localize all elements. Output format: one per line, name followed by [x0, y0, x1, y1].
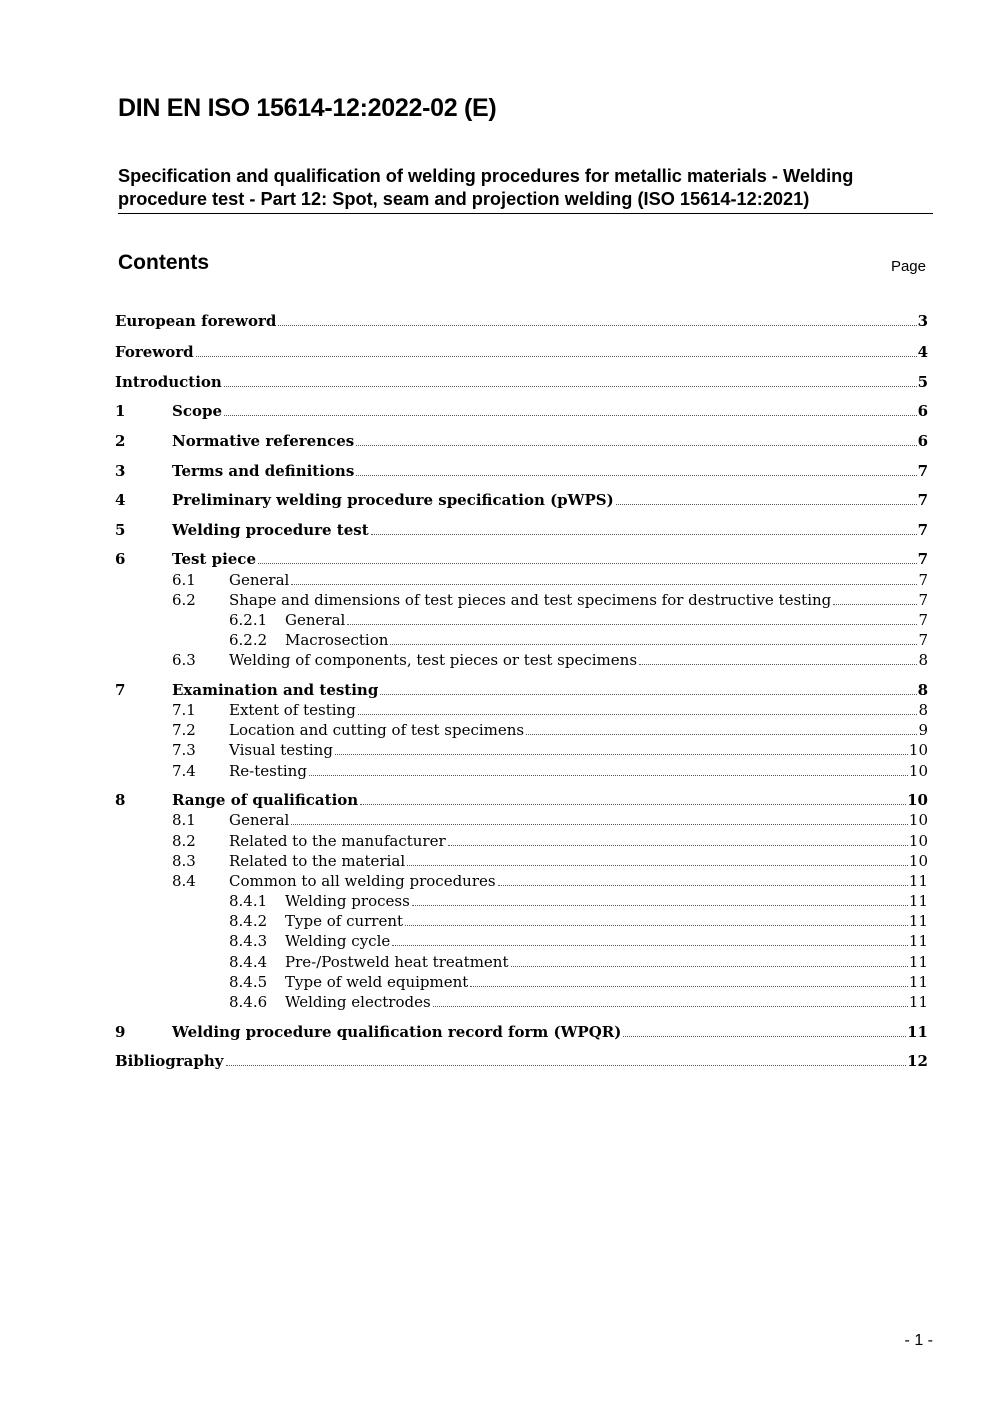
- toc-entry-title: Common to all welding procedures: [229, 872, 496, 890]
- toc-entry[interactable]: [0, 740, 928, 761]
- toc-entry-page: 10: [908, 832, 928, 850]
- toc-leader: [526, 734, 917, 735]
- toc-entry[interactable]: [0, 700, 928, 721]
- toc-entry-page: 7: [918, 611, 928, 629]
- toc-entry[interactable]: [0, 810, 928, 831]
- document-id: DIN EN ISO 15614-12:2022-02 (E): [118, 94, 497, 122]
- toc-entry[interactable]: [0, 570, 928, 591]
- toc-entry-number: 4: [115, 491, 126, 509]
- toc-entry-number: 7.4: [172, 762, 196, 780]
- toc-leader: [358, 714, 918, 715]
- toc-entry[interactable]: [0, 342, 928, 363]
- toc-leader: [498, 885, 908, 886]
- toc-leader: [511, 966, 908, 967]
- toc-entry-page: 9: [918, 721, 928, 739]
- toc-entry-number: 8.4.3: [229, 932, 268, 950]
- toc-entry-title: Test piece: [172, 550, 256, 568]
- toc-leader: [258, 563, 917, 564]
- document-title: Specification and qualification of welding procedures for metallic materials - Welding procedure test - Part 12: Spot, seam and projection welding (ISO 15614-12:2021): [118, 165, 933, 214]
- toc-entry-page: 10: [908, 741, 928, 759]
- toc-entry-page: 7: [918, 571, 928, 589]
- toc-leader: [371, 534, 917, 535]
- toc-leader: [623, 1036, 906, 1037]
- toc-entry-page: 11: [908, 872, 928, 890]
- toc-entry[interactable]: [0, 630, 928, 651]
- toc-entry[interactable]: [0, 1022, 928, 1043]
- toc-entry-title: General: [229, 571, 290, 589]
- toc-entry-page: 3: [917, 312, 928, 330]
- toc-entry-title: Welding procedure test: [172, 521, 369, 539]
- toc-entry-title: Welding procedure qualification record form (WPQR): [172, 1023, 622, 1041]
- toc-entry-page: 7: [918, 591, 928, 609]
- toc-leader: [347, 624, 917, 625]
- toc-entry[interactable]: [0, 972, 928, 993]
- toc-entry-title: Welding of components, test pieces or test specimens: [229, 651, 638, 669]
- toc-entry-number: 6.3: [172, 651, 196, 669]
- toc-entry-title: Shape and dimensions of test pieces and test specimens for destructive testing: [229, 591, 832, 609]
- toc-entry[interactable]: [0, 761, 928, 782]
- toc-entry-page: 4: [917, 343, 928, 361]
- toc-entry-title: Welding cycle: [285, 932, 391, 950]
- toc-entry[interactable]: [0, 1051, 928, 1072]
- toc-entry-number: 8.2: [172, 832, 196, 850]
- toc-entry[interactable]: [0, 952, 928, 973]
- toc-entry-number: 1: [115, 402, 126, 420]
- toc-entry-title: Macrosection: [285, 631, 389, 649]
- toc-leader: [448, 845, 908, 846]
- toc-entry[interactable]: [0, 401, 928, 422]
- toc-entry[interactable]: [0, 871, 928, 892]
- contents-heading: Contents: [118, 251, 209, 274]
- toc-leader: [380, 694, 916, 695]
- toc-leader: [356, 475, 916, 476]
- toc-entry-page: 8: [918, 651, 928, 669]
- toc-entry-title: Bibliography: [115, 1052, 224, 1070]
- toc-entry-page: 11: [908, 973, 928, 991]
- toc-entry-number: 8.4.2: [229, 912, 268, 930]
- toc-entry[interactable]: [0, 911, 928, 932]
- toc-leader: [291, 824, 908, 825]
- toc-entry[interactable]: [0, 720, 928, 741]
- toc-entry-number: 5: [115, 521, 126, 539]
- toc-entry-title: Welding electrodes: [285, 993, 431, 1011]
- toc-entry[interactable]: [0, 610, 928, 631]
- toc-entry-page: 10: [908, 852, 928, 870]
- toc-entry-page: 11: [908, 953, 928, 971]
- toc-entry-page: 7: [917, 462, 928, 480]
- toc-leader: [309, 775, 908, 776]
- toc-entry-title: Preliminary welding procedure specification (pWPS): [172, 491, 614, 509]
- toc-entry-title: European foreword: [115, 312, 277, 330]
- toc-entry-title: Related to the manufacturer: [229, 832, 446, 850]
- toc-entry-number: 8.4.6: [229, 993, 268, 1011]
- toc-leader: [405, 925, 908, 926]
- toc-leader: [412, 905, 908, 906]
- toc-leader: [616, 504, 917, 505]
- toc-entry[interactable]: [0, 851, 928, 872]
- toc-leader: [278, 325, 916, 326]
- toc-entry-number: 6.1: [172, 571, 196, 589]
- toc-leader: [833, 604, 917, 605]
- toc-entry-title: Introduction: [115, 373, 222, 391]
- toc-leader: [224, 386, 917, 387]
- toc-entry-page: 11: [908, 912, 928, 930]
- toc-leader: [390, 644, 917, 645]
- toc-entry[interactable]: [0, 490, 928, 511]
- toc-leader: [407, 865, 908, 866]
- toc-entry-number: 8.4.1: [229, 892, 268, 910]
- toc-entry-page: 11: [908, 993, 928, 1011]
- toc-entry-number: 8.4: [172, 872, 196, 890]
- toc-leader: [335, 754, 908, 755]
- toc-entry-number: 2: [115, 432, 126, 450]
- toc-entry-title: Re-testing: [229, 762, 307, 780]
- toc-entry-number: 3: [115, 462, 126, 480]
- toc-entry-number: 6.2: [172, 591, 196, 609]
- toc-entry[interactable]: [0, 992, 928, 1013]
- toc-entry[interactable]: [0, 311, 928, 332]
- toc-leader: [433, 1006, 908, 1007]
- toc-entry-title: Pre-/Postweld heat treatment: [285, 953, 509, 971]
- toc-entry-title: General: [285, 611, 346, 629]
- toc-entry[interactable]: [0, 931, 928, 952]
- toc-entry-number: 7.2: [172, 721, 196, 739]
- toc-entry-page: 11: [907, 1023, 928, 1041]
- toc-entry-number: 7.1: [172, 701, 196, 719]
- toc-leader: [392, 945, 908, 946]
- toc-leader: [639, 664, 917, 665]
- toc-entry-title: Examination and testing: [172, 681, 379, 699]
- toc-entry[interactable]: [0, 520, 928, 541]
- toc-entry-page: 7: [918, 631, 928, 649]
- toc-entry-number: 9: [115, 1023, 126, 1041]
- toc-entry-title: Foreword: [115, 343, 194, 361]
- toc-entry-title: Terms and definitions: [172, 462, 355, 480]
- toc-entry[interactable]: [0, 650, 928, 671]
- toc-entry-page: 8: [917, 681, 928, 699]
- toc-entry-page: 8: [918, 701, 928, 719]
- toc-entry-page: 7: [917, 521, 928, 539]
- toc-entry-number: 8.4.5: [229, 973, 268, 991]
- toc-entry-title: Location and cutting of test specimens: [229, 721, 525, 739]
- toc-leader: [226, 1065, 907, 1066]
- toc-entry-title: General: [229, 811, 290, 829]
- toc-entry-page: 6: [917, 432, 928, 450]
- toc-entry-number: 8.4.4: [229, 953, 268, 971]
- toc-entry[interactable]: [0, 372, 928, 393]
- toc-entry-number: 6.2.1: [229, 611, 268, 629]
- toc-entry-title: Range of qualification: [172, 791, 359, 809]
- toc-leader: [470, 986, 908, 987]
- toc-entry[interactable]: [0, 590, 928, 611]
- toc-entry-page: 10: [908, 762, 928, 780]
- toc-leader: [291, 584, 917, 585]
- toc-leader: [196, 356, 917, 357]
- toc-entry-page: 11: [908, 892, 928, 910]
- toc-leader: [360, 804, 906, 805]
- toc-entry-title: Extent of testing: [229, 701, 356, 719]
- toc-entry-number: 8.1: [172, 811, 196, 829]
- toc-entry-title: Type of current: [285, 912, 404, 930]
- page-number: - 1 -: [904, 1332, 933, 1349]
- toc-entry-title: Welding process: [285, 892, 410, 910]
- toc-entry-page: 7: [917, 550, 928, 568]
- toc-entry-number: 6: [115, 550, 126, 568]
- toc-entry[interactable]: [0, 431, 928, 452]
- toc-entry-number: 8.3: [172, 852, 196, 870]
- toc-entry[interactable]: [0, 549, 928, 570]
- toc-entry[interactable]: [0, 680, 928, 701]
- toc-entry-number: 7: [115, 681, 126, 699]
- toc-entry-page: 5: [917, 373, 928, 391]
- toc-entry[interactable]: [0, 891, 928, 912]
- toc-leader: [356, 445, 916, 446]
- toc-entry-page: 6: [917, 402, 928, 420]
- toc-entry-title: Scope: [172, 402, 223, 420]
- toc-entry-page: 12: [907, 1052, 928, 1070]
- toc-entry[interactable]: [0, 831, 928, 852]
- page-column-label: Page: [890, 258, 926, 275]
- toc-entry-page: 11: [908, 932, 928, 950]
- toc-entry-page: 10: [907, 791, 928, 809]
- toc-entry-number: 7.3: [172, 741, 196, 759]
- toc-entry-page: 10: [908, 811, 928, 829]
- toc-entry-number: 6.2.2: [229, 631, 268, 649]
- toc-entry-page: 7: [917, 491, 928, 509]
- toc-leader: [224, 415, 917, 416]
- toc-entry-title: Normative references: [172, 432, 355, 450]
- toc-entry-number: 8: [115, 791, 126, 809]
- toc-entry-title: Type of weld equipment: [285, 973, 469, 991]
- toc-entry-title: Related to the material: [229, 852, 406, 870]
- toc-entry[interactable]: [0, 461, 928, 482]
- toc-entry[interactable]: [0, 790, 928, 811]
- toc-entry-title: Visual testing: [229, 741, 333, 759]
